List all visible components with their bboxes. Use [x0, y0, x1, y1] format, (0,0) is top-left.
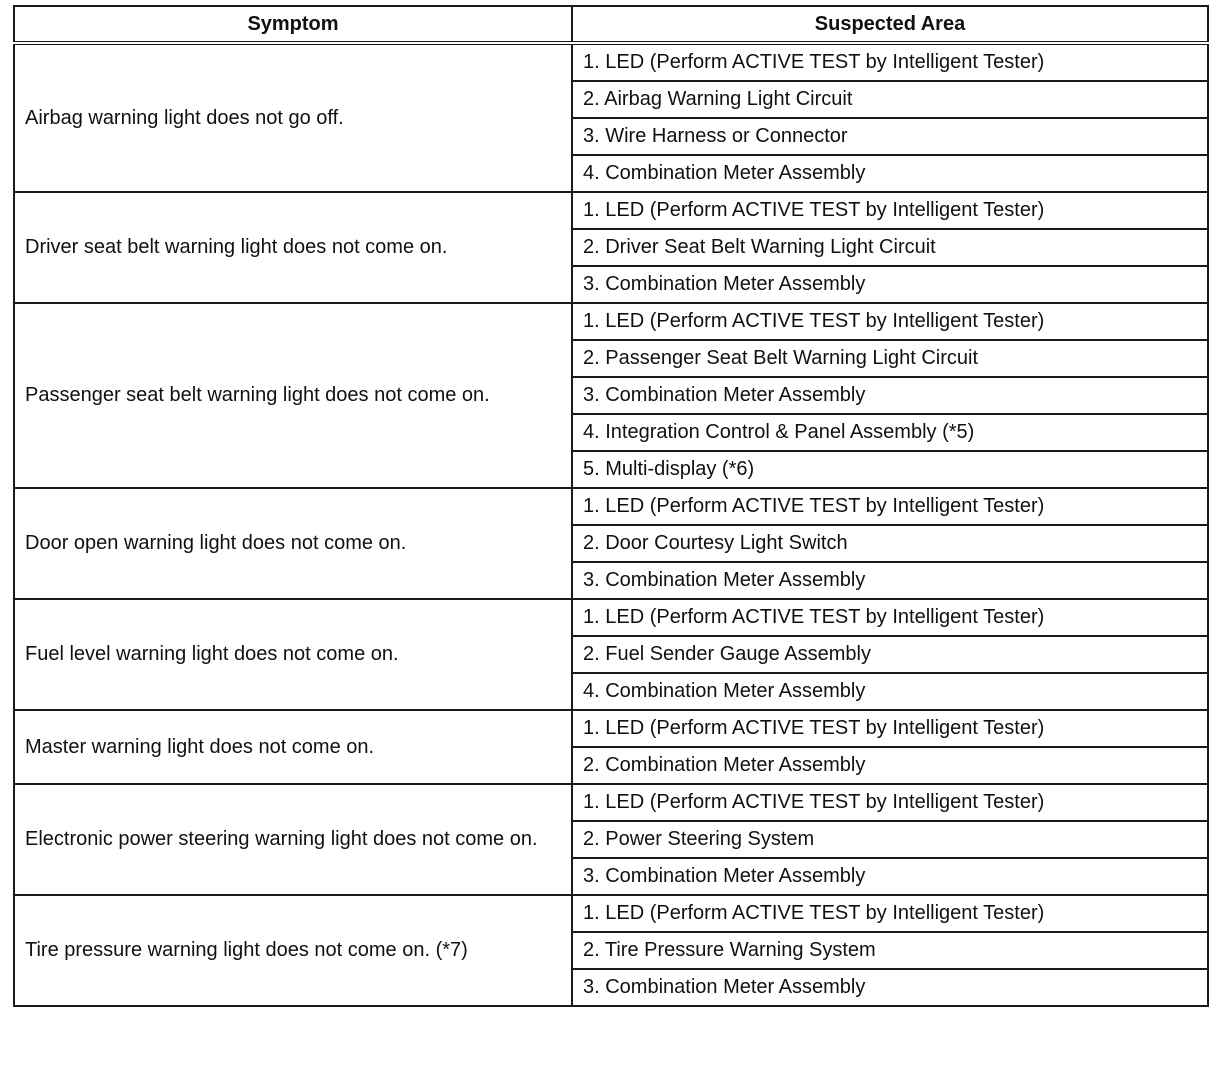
- suspected-area-cell: 2. Combination Meter Assembly: [572, 747, 1208, 784]
- suspected-area-cell: 1. LED (Perform ACTIVE TEST by Intelligent Tester): [572, 303, 1208, 340]
- troubleshooting-table: [13, 5, 1209, 1007]
- symptom-cell: Fuel level warning light does not come on.: [14, 599, 572, 710]
- suspected-area-cell: 1. LED (Perform ACTIVE TEST by Intelligent Tester): [572, 895, 1208, 932]
- symptom-cell: Tire pressure warning light does not come on. (*7): [14, 895, 572, 1006]
- symptom-cell: Master warning light does not come on.: [14, 710, 572, 784]
- suspected-area-cell: 5. Multi-display (*6): [572, 451, 1208, 488]
- suspected-area-cell: 1. LED (Perform ACTIVE TEST by Intelligent Tester): [572, 488, 1208, 525]
- suspected-area-cell: 3. Combination Meter Assembly: [572, 969, 1208, 1006]
- suspected-area-cell: 2. Airbag Warning Light Circuit: [572, 81, 1208, 118]
- table-row: [14, 303, 1208, 340]
- symptom-cell: Airbag warning light does not go off.: [14, 43, 572, 192]
- suspected-area-cell: 2. Passenger Seat Belt Warning Light Circuit: [572, 340, 1208, 377]
- suspected-area-cell: 2. Door Courtesy Light Switch: [572, 525, 1208, 562]
- table-row: [14, 43, 1208, 81]
- suspected-area-cell: 4. Combination Meter Assembly: [572, 155, 1208, 192]
- suspected-area-cell: 1. LED (Perform ACTIVE TEST by Intelligent Tester): [572, 710, 1208, 747]
- suspected-area-cell: 3. Combination Meter Assembly: [572, 266, 1208, 303]
- header-row: [14, 6, 1208, 43]
- suspected-area-cell: 1. LED (Perform ACTIVE TEST by Intelligent Tester): [572, 43, 1208, 81]
- suspected-area-header: Suspected Area: [572, 6, 1208, 43]
- symptom-cell: Electronic power steering warning light does not come on.: [14, 784, 572, 895]
- table-row: [14, 192, 1208, 229]
- table-body: [14, 43, 1208, 1006]
- table-row: [14, 710, 1208, 747]
- suspected-area-cell: 3. Wire Harness or Connector: [572, 118, 1208, 155]
- suspected-area-cell: 3. Combination Meter Assembly: [572, 377, 1208, 414]
- symptom-header: Symptom: [14, 6, 572, 43]
- table-row: [14, 599, 1208, 636]
- table-row: [14, 895, 1208, 932]
- suspected-area-cell: 2. Power Steering System: [572, 821, 1208, 858]
- suspected-area-cell: 4. Integration Control & Panel Assembly (*5): [572, 414, 1208, 451]
- suspected-area-cell: 4. Combination Meter Assembly: [572, 673, 1208, 710]
- suspected-area-cell: 2. Driver Seat Belt Warning Light Circuit: [572, 229, 1208, 266]
- suspected-area-cell: 2. Tire Pressure Warning System: [572, 932, 1208, 969]
- table-row: [14, 784, 1208, 821]
- table-row: [14, 488, 1208, 525]
- suspected-area-cell: 1. LED (Perform ACTIVE TEST by Intelligent Tester): [572, 192, 1208, 229]
- suspected-area-cell: 3. Combination Meter Assembly: [572, 858, 1208, 895]
- suspected-area-cell: 1. LED (Perform ACTIVE TEST by Intelligent Tester): [572, 599, 1208, 636]
- symptom-cell: Driver seat belt warning light does not come on.: [14, 192, 572, 303]
- suspected-area-cell: 1. LED (Perform ACTIVE TEST by Intelligent Tester): [572, 784, 1208, 821]
- suspected-area-cell: 2. Fuel Sender Gauge Assembly: [572, 636, 1208, 673]
- suspected-area-cell: 3. Combination Meter Assembly: [572, 562, 1208, 599]
- symptom-cell: Passenger seat belt warning light does not come on.: [14, 303, 572, 488]
- symptom-cell: Door open warning light does not come on.: [14, 488, 572, 599]
